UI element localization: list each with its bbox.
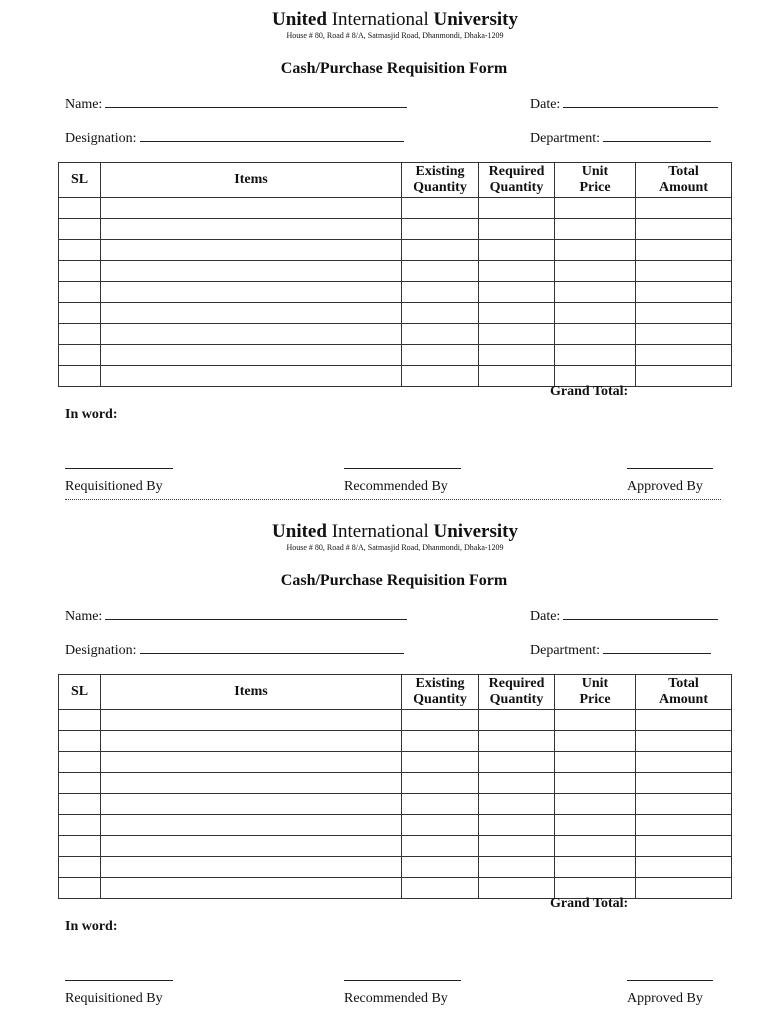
item-cell[interactable] (101, 731, 402, 752)
table-row (59, 366, 732, 387)
signature-line[interactable] (627, 980, 713, 991)
item-cell[interactable] (101, 710, 402, 731)
total-amount-cell[interactable] (636, 710, 732, 731)
sl-cell[interactable] (59, 836, 101, 857)
item-cell[interactable] (101, 752, 402, 773)
item-cell[interactable] (101, 240, 402, 261)
sl-cell[interactable] (59, 219, 101, 240)
item-cell[interactable] (101, 857, 402, 878)
total-amount-cell[interactable] (636, 857, 732, 878)
table-row (59, 773, 732, 794)
sl-cell[interactable] (59, 857, 101, 878)
required-quantity-cell[interactable] (479, 857, 555, 878)
total-amount-cell[interactable] (636, 366, 732, 387)
approved-by-label: Approved By (627, 479, 703, 494)
sl-cell[interactable] (59, 752, 101, 773)
table-row (59, 794, 732, 815)
university-name: United International University (272, 9, 518, 30)
existing-quantity-cell[interactable] (402, 282, 479, 303)
existing-quantity-cell[interactable] (402, 198, 479, 219)
university-address: House # 80, Road # 8/A, Satmasjid Road, Dhanmondi, Dhaka-1209 (286, 31, 504, 40)
recommended-by-signature (344, 980, 461, 1007)
designation-label: Designation: (65, 643, 137, 658)
table-body (59, 710, 732, 899)
total-amount-cell[interactable] (636, 752, 732, 773)
requisitioned-by-label: Requisitioned By (65, 479, 163, 494)
grand-total-label: Grand Total: (550, 384, 629, 399)
items-table (58, 674, 732, 899)
name-label: Name: (65, 97, 103, 112)
signature-line[interactable] (627, 468, 713, 479)
table-row (59, 219, 732, 240)
signature-line[interactable] (65, 468, 173, 479)
requisitioned-by-signature (65, 980, 173, 1007)
total-amount-cell[interactable] (636, 773, 732, 794)
department-blank[interactable] (603, 129, 711, 142)
grand-total-label: Grand Total: (550, 896, 629, 911)
item-cell[interactable] (101, 303, 402, 324)
total-amount-cell[interactable] (636, 345, 732, 366)
existing-quantity-cell[interactable] (402, 261, 479, 282)
required-quantity-cell[interactable] (479, 794, 555, 815)
required-quantity-cell[interactable] (479, 303, 555, 324)
required-quantity-cell[interactable] (479, 198, 555, 219)
existing-quantity-cell[interactable] (402, 773, 479, 794)
table-header-row (59, 163, 732, 198)
item-cell[interactable] (101, 773, 402, 794)
sl-cell[interactable] (59, 731, 101, 752)
table-row (59, 240, 732, 261)
total-amount-cell[interactable] (636, 794, 732, 815)
existing-quantity-cell[interactable] (402, 324, 479, 345)
sl-cell[interactable] (59, 710, 101, 731)
recommended-by-label: Recommended By (344, 991, 448, 1006)
name-field (65, 95, 407, 113)
recommended-by-signature (344, 468, 461, 495)
required-quantity-cell[interactable] (479, 240, 555, 261)
total-amount-cell[interactable] (636, 836, 732, 857)
signature-line[interactable] (344, 468, 461, 479)
date-blank[interactable] (563, 607, 718, 620)
in-word-label: In word: (65, 407, 118, 422)
department-field (530, 641, 711, 659)
total-amount-cell[interactable] (636, 261, 732, 282)
requisition-form-copy-2 (0, 512, 770, 1024)
table-row (59, 857, 732, 878)
header-required-quantity: Required Quantity (479, 675, 555, 710)
header-sl: SL (59, 675, 101, 710)
designation-label: Designation: (65, 131, 137, 146)
dotted-cut-line (65, 499, 721, 500)
department-label: Department: (530, 643, 600, 658)
in-word-label: In word: (65, 919, 118, 934)
signature-line[interactable] (344, 980, 461, 991)
table-row (59, 324, 732, 345)
date-blank[interactable] (563, 95, 718, 108)
required-quantity-cell[interactable] (479, 773, 555, 794)
approved-by-signature (627, 980, 713, 1007)
table-row (59, 878, 732, 899)
existing-quantity-cell[interactable] (402, 345, 479, 366)
form-title: Cash/Purchase Requisition Form (280, 572, 508, 589)
total-amount-cell[interactable] (636, 240, 732, 261)
items-table (58, 162, 732, 387)
existing-quantity-cell[interactable] (402, 752, 479, 773)
item-cell[interactable] (101, 219, 402, 240)
sl-cell[interactable] (59, 324, 101, 345)
university-address: House # 80, Road # 8/A, Satmasjid Road, Dhanmondi, Dhaka-1209 (286, 543, 504, 552)
approved-by-signature (627, 468, 713, 495)
designation-field (65, 129, 404, 147)
existing-quantity-cell[interactable] (402, 219, 479, 240)
table-row (59, 752, 732, 773)
unit-price-cell[interactable] (555, 324, 636, 345)
unit-price-cell[interactable] (555, 731, 636, 752)
existing-quantity-cell[interactable] (402, 815, 479, 836)
existing-quantity-cell[interactable] (402, 857, 479, 878)
unit-price-cell[interactable] (555, 261, 636, 282)
item-cell[interactable] (101, 815, 402, 836)
department-field (530, 129, 711, 147)
item-cell[interactable] (101, 878, 402, 899)
unit-price-cell[interactable] (555, 282, 636, 303)
unit-price-cell[interactable] (555, 345, 636, 366)
item-cell[interactable] (101, 261, 402, 282)
unit-price-cell[interactable] (555, 794, 636, 815)
total-amount-cell[interactable] (636, 198, 732, 219)
unit-price-cell[interactable] (555, 303, 636, 324)
header-unit-price: Unit Price (555, 163, 636, 198)
total-amount-cell[interactable] (636, 324, 732, 345)
existing-quantity-cell[interactable] (402, 878, 479, 899)
total-amount-cell[interactable] (636, 219, 732, 240)
required-quantity-cell[interactable] (479, 261, 555, 282)
sl-cell[interactable] (59, 815, 101, 836)
total-amount-cell[interactable] (636, 303, 732, 324)
existing-quantity-cell[interactable] (402, 710, 479, 731)
total-amount-cell[interactable] (636, 878, 732, 899)
unit-price-cell[interactable] (555, 219, 636, 240)
department-label: Department: (530, 131, 600, 146)
header-total-amount: Total Amount (636, 163, 732, 198)
header-existing-quantity: Existing Quantity (402, 163, 479, 198)
required-quantity-cell[interactable] (479, 815, 555, 836)
date-field (530, 95, 718, 113)
required-quantity-cell[interactable] (479, 878, 555, 899)
date-label: Date: (530, 97, 561, 112)
unit-price-cell[interactable] (555, 710, 636, 731)
table-body (59, 198, 732, 387)
header-sl: SL (59, 163, 101, 198)
required-quantity-cell[interactable] (479, 710, 555, 731)
unit-price-cell[interactable] (555, 198, 636, 219)
existing-quantity-cell[interactable] (402, 240, 479, 261)
existing-quantity-cell[interactable] (402, 731, 479, 752)
name-blank[interactable] (105, 95, 407, 108)
form-title: Cash/Purchase Requisition Form (280, 60, 508, 77)
existing-quantity-cell[interactable] (402, 794, 479, 815)
date-field (530, 607, 718, 625)
name-label: Name: (65, 609, 103, 624)
sl-cell[interactable] (59, 240, 101, 261)
department-blank[interactable] (603, 641, 711, 654)
table-row (59, 815, 732, 836)
sl-cell[interactable] (59, 303, 101, 324)
item-cell[interactable] (101, 345, 402, 366)
unit-price-cell[interactable] (555, 836, 636, 857)
recommended-by-label: Recommended By (344, 479, 448, 494)
header-unit-price: Unit Price (555, 675, 636, 710)
item-cell[interactable] (101, 836, 402, 857)
table-row (59, 198, 732, 219)
table-row (59, 261, 732, 282)
approved-by-label: Approved By (627, 991, 703, 1006)
table-header-row (59, 675, 732, 710)
designation-blank[interactable] (140, 129, 404, 142)
table-row (59, 282, 732, 303)
date-label: Date: (530, 609, 561, 624)
unit-price-cell[interactable] (555, 240, 636, 261)
unit-price-cell[interactable] (555, 857, 636, 878)
sl-cell[interactable] (59, 773, 101, 794)
header-existing-quantity: Existing Quantity (402, 675, 479, 710)
item-cell[interactable] (101, 366, 402, 387)
university-name: United International University (272, 521, 518, 542)
sl-cell[interactable] (59, 794, 101, 815)
existing-quantity-cell[interactable] (402, 303, 479, 324)
required-quantity-cell[interactable] (479, 324, 555, 345)
existing-quantity-cell[interactable] (402, 836, 479, 857)
header-items: Items (101, 675, 402, 710)
required-quantity-cell[interactable] (479, 345, 555, 366)
table-row (59, 303, 732, 324)
required-quantity-cell[interactable] (479, 366, 555, 387)
required-quantity-cell[interactable] (479, 836, 555, 857)
item-cell[interactable] (101, 324, 402, 345)
required-quantity-cell[interactable] (479, 219, 555, 240)
name-blank[interactable] (105, 607, 407, 620)
required-quantity-cell[interactable] (479, 731, 555, 752)
name-field (65, 607, 407, 625)
sl-cell[interactable] (59, 261, 101, 282)
designation-field (65, 641, 404, 659)
item-cell[interactable] (101, 282, 402, 303)
item-cell[interactable] (101, 198, 402, 219)
unit-price-cell[interactable] (555, 815, 636, 836)
table-row (59, 345, 732, 366)
sl-cell[interactable] (59, 282, 101, 303)
total-amount-cell[interactable] (636, 731, 732, 752)
table-row (59, 731, 732, 752)
header-items: Items (101, 163, 402, 198)
required-quantity-cell[interactable] (479, 752, 555, 773)
requisitioned-by-signature (65, 468, 173, 495)
unit-price-cell[interactable] (555, 773, 636, 794)
sl-cell[interactable] (59, 198, 101, 219)
header-total-amount: Total Amount (636, 675, 732, 710)
table-row (59, 836, 732, 857)
total-amount-cell[interactable] (636, 282, 732, 303)
unit-price-cell[interactable] (555, 752, 636, 773)
existing-quantity-cell[interactable] (402, 366, 479, 387)
required-quantity-cell[interactable] (479, 282, 555, 303)
total-amount-cell[interactable] (636, 815, 732, 836)
item-cell[interactable] (101, 794, 402, 815)
signature-line[interactable] (65, 980, 173, 991)
sl-cell[interactable] (59, 366, 101, 387)
table-row (59, 710, 732, 731)
sl-cell[interactable] (59, 345, 101, 366)
requisitioned-by-label: Requisitioned By (65, 991, 163, 1006)
header-required-quantity: Required Quantity (479, 163, 555, 198)
designation-blank[interactable] (140, 641, 404, 654)
sl-cell[interactable] (59, 878, 101, 899)
